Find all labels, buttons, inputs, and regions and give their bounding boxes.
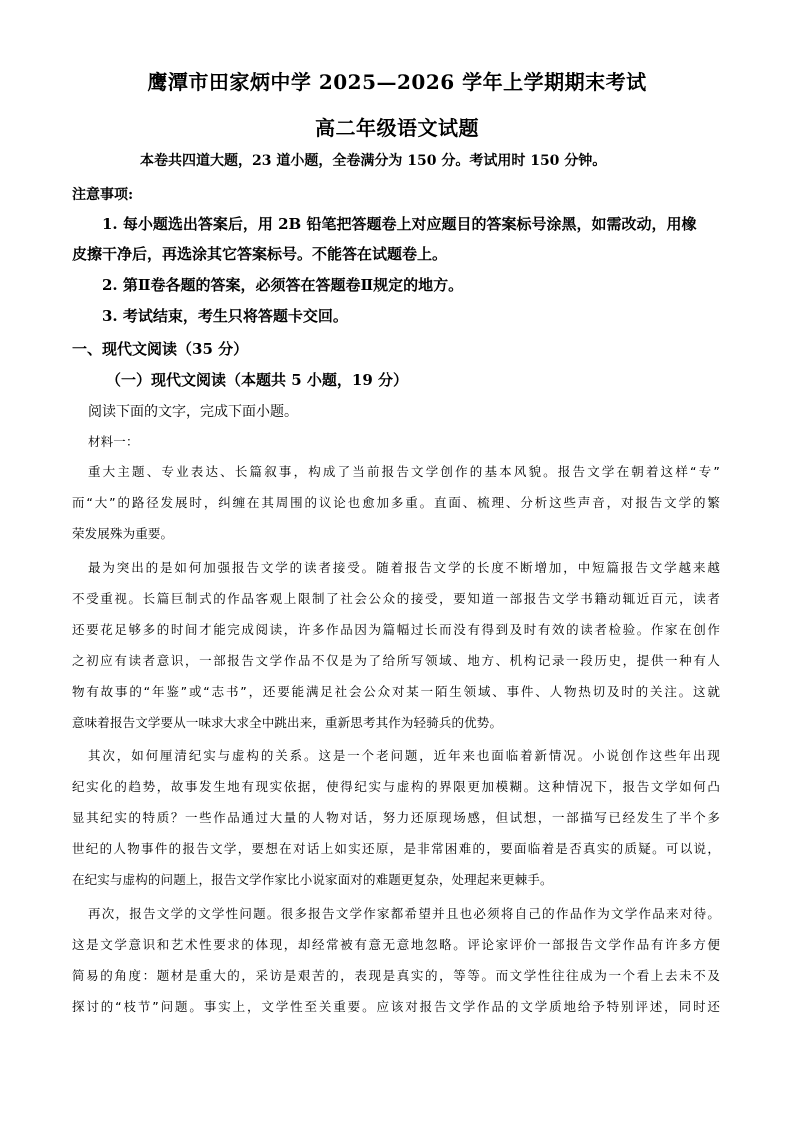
notice-item-1-line-2: 皮擦干净后，再选涂其它答案标号。不能答在试题卷上。 <box>72 245 448 263</box>
paragraph-3-line-1: 其次，如何厘清纪实与虚构的关系。这是一个老问题，近年来也面临着新情况。小说创作这些年出现 <box>88 748 720 763</box>
paragraph-2-line-5: 物有故事的“年鉴”或“志书”，还要能满足社会公众对某一陌生领域、事件、人物热切及时的关注。这就 <box>72 684 720 699</box>
exam-title: 鹰潭市田家炳中学 2025—2026 学年上学期期末考试 <box>147 70 647 94</box>
paragraph-3-line-3: 显其纪实的特质？一些作品通过大量的人物对话，努力还原现场感，但试想，一部描写已经发生了半个多 <box>72 810 720 825</box>
section-instruction: 阅读下面的文字，完成下面小题。 <box>88 404 298 420</box>
paragraph-4-line-1: 再次，报告文学的文学性问题。很多报告文学作家都希望并且也必须将自己的作品作为文学作品来对待。 <box>88 906 720 921</box>
paragraph-2-line-2: 不受重视。长篇巨制式的作品客观上限制了社会公众的接受，要知道一部报告文学书籍动辄近百元，读者 <box>72 591 720 606</box>
paragraph-2-line-1: 最为突出的是如何加强报告文学的读者接受。随着报告文学的长度不断增加，中短篇报告文学越来越 <box>88 560 720 575</box>
paragraph-1-line-3: 荣发展殊为重要。 <box>72 526 174 541</box>
paragraph-3-line-5: 在纪实与虚构的问题上，报告文学作家比小说家面对的难题更复杂，处理起来更棘手。 <box>72 872 553 887</box>
section-heading: 一、现代文阅读（35 分） <box>72 340 249 358</box>
exam-subtitle: 高二年级语文试题 <box>315 116 479 140</box>
exam-summary: 本卷共四道大题，23 道小题，全卷满分为 150 分。考试用时 150 分钟。 <box>140 153 607 169</box>
paragraph-2-line-4: 之初应有读者意识，一部报告文学作品不仅是为了给所写领域、地方、机构记录一段历史，提供一种有人 <box>72 653 720 668</box>
material-label: 材料一： <box>88 434 139 449</box>
paragraph-2-line-3: 还要花足够多的时间才能完成阅读，许多作品因为篇幅过长而没有得到及时有效的读者检验。作家在创作 <box>72 622 720 637</box>
notice-item-3: 3. 考试结束，考生只将答题卡交回。 <box>102 307 348 325</box>
notice-heading: 注意事项: <box>72 187 134 203</box>
notice-item-1-line-1: 1. 每小题选出答案后，用 2B 铅笔把答题卷上对应题目的答案标号涂黑，如需改动，用橡 <box>102 215 697 233</box>
notice-item-2: 2. 第Ⅱ卷各题的答案，必须答在答题卷Ⅱ规定的地方。 <box>102 276 464 294</box>
paragraph-4-line-4: 探讨的“枝节”问题。事实上，文学性至关重要。应该对报告文学作品的文学质地给予特别评述，同时还 <box>72 999 720 1014</box>
paragraph-3-line-4: 世纪的人物事件的报告文学，要想在对话上如实还原，是非常困难的，要面临着是否真实的质疑。可以说， <box>72 841 720 856</box>
paragraph-3-line-2: 纪实化的趋势，故事发生地有现实依据，使得纪实与虚构的界限更加模糊。这种情况下，报告文学如何凸 <box>72 779 720 794</box>
paragraph-4-line-3: 简易的角度：题材是重大的，采访是艰苦的，表现是真实的，等等。而文学性往往成为一个看上去未不及 <box>72 968 720 983</box>
paragraph-1-line-1: 重大主题、专业表达、长篇叙事，构成了当前报告文学创作的基本风貌。报告文学在朝着这样“专” <box>88 464 720 479</box>
paragraph-4-line-2: 这是文学意识和艺术性要求的体现，却经常被有意无意地忽略。评论家评价一部报告文学作品有许多方便 <box>72 937 720 952</box>
paragraph-1-line-2: 而“大”的路径发展时，纠缠在其周围的议论也愈加多重。直面、梳理、分析这些声音，对报告文学的繁 <box>72 495 720 510</box>
paragraph-2-line-6: 意味着报告文学要从一味求大求全中跳出来，重新思考其作为轻骑兵的优势。 <box>72 715 503 730</box>
section-subheading: （一）现代文阅读（本题共 5 小题，19 分） <box>106 371 408 389</box>
